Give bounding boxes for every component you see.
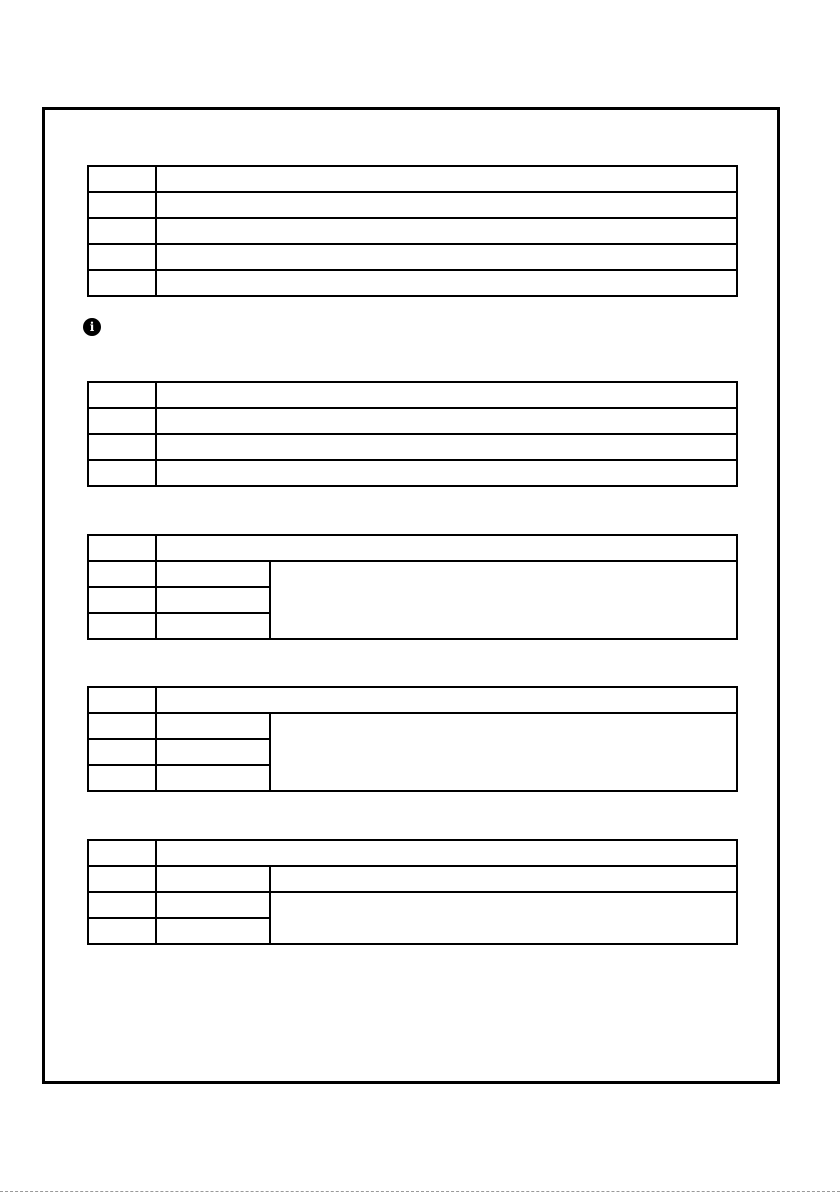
table-cell [88, 460, 156, 486]
table-cell [270, 866, 737, 892]
table-cell [88, 382, 156, 408]
table-cell [156, 460, 737, 486]
table-merged-cell [270, 892, 737, 944]
table-row [88, 713, 737, 739]
table-cell [156, 244, 737, 270]
table-row [88, 460, 737, 486]
table-cell [156, 587, 270, 613]
table-merged-cell [270, 561, 737, 639]
table-cell [156, 892, 270, 918]
table-header-row [88, 840, 737, 866]
table-cell [88, 434, 156, 460]
table-2 [87, 381, 738, 487]
table-cell [156, 687, 737, 713]
info-circle-icon: i [83, 318, 101, 336]
table-cell [156, 218, 737, 244]
table-cell [88, 587, 156, 613]
table-merged-cell [270, 713, 737, 791]
table-cell [88, 218, 156, 244]
table-row [88, 382, 737, 408]
table-cell [88, 892, 156, 918]
table-cell [156, 408, 737, 434]
table-cell [88, 535, 156, 561]
table-row [88, 434, 737, 460]
table-row [88, 244, 737, 270]
table-cell [156, 613, 270, 639]
table-row [88, 866, 737, 892]
table-cell [88, 166, 156, 192]
table-cell [156, 866, 270, 892]
table-cell [88, 866, 156, 892]
table-1 [87, 165, 738, 297]
table-row [88, 408, 737, 434]
table-cell [88, 192, 156, 218]
table-cell [88, 408, 156, 434]
table-cell [156, 192, 737, 218]
table-cell [88, 613, 156, 639]
table-cell [156, 918, 270, 944]
table-row [88, 192, 737, 218]
table-cell [156, 765, 270, 791]
table-row [88, 561, 737, 587]
table-4 [87, 686, 738, 792]
table-cell [156, 561, 270, 587]
table-cell [88, 561, 156, 587]
table-cell [88, 739, 156, 765]
table-cell [156, 713, 270, 739]
table-cell [156, 434, 737, 460]
table-3 [87, 534, 738, 640]
table-cell [88, 765, 156, 791]
table-cell [156, 535, 737, 561]
table-cell [88, 270, 156, 296]
table-header-row [88, 687, 737, 713]
table-cell [88, 687, 156, 713]
table-cell [156, 166, 737, 192]
table-cell [88, 840, 156, 866]
table-5 [87, 839, 738, 945]
table-header-row [88, 535, 737, 561]
table-cell [88, 918, 156, 944]
table-row [88, 892, 737, 918]
table-cell [156, 840, 737, 866]
table-cell [156, 270, 737, 296]
table-cell [156, 382, 737, 408]
table-row [88, 270, 737, 296]
table-cell [88, 713, 156, 739]
table-cell [88, 244, 156, 270]
table-row [88, 218, 737, 244]
table-row [88, 166, 737, 192]
table-cell [156, 739, 270, 765]
